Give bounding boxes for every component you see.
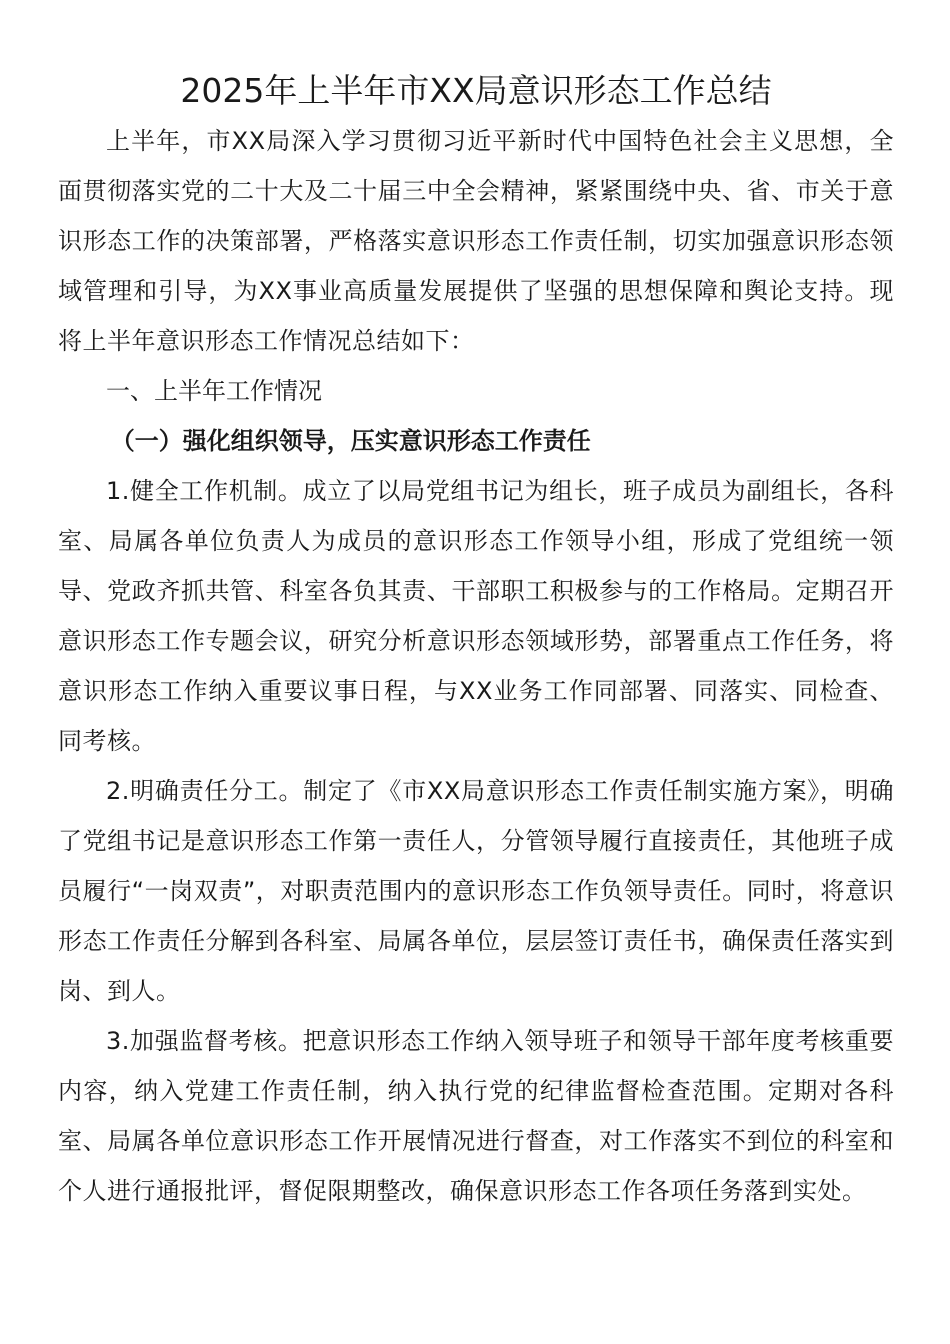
subsection-heading: （一）强化组织领导，压实意识形态工作责任	[110, 427, 591, 455]
item-paragraph-2: 2.明确责任分工。制定了《市XX局意识形态工作责任制实施方案》，明确了党组书记是意识形态工作第一责任人，分管领导履行直接责任，其他班子成员履行“一岗双责”，对职责范围内的意识形态工作负领导责任。同时，将意识形态工作责任分解到各科室、局属各单位，层层签订责任书，确保责任落实到岗、到人。	[58, 777, 894, 1005]
document-title: 2025年上半年市XX局意识形态工作总结	[180, 71, 772, 110]
section-heading: 一、上半年工作情况	[106, 377, 322, 405]
intro-paragraph: 上半年，市XX局深入学习贯彻习近平新时代中国特色社会主义思想，全面贯彻落实党的二十大及二十届三中全会精神，紧紧围绕中央、省、市关于意识形态工作的决策部署，严格落实意识形态工作责任制，切实加强意识形态领域管理和引导，为XX事业高质量发展提供了坚强的思想保障和舆论支持。现将上半年意识形态工作情况总结如下：	[58, 127, 894, 355]
document-page	[58, 66, 894, 1216]
item-paragraph-3: 3.加强监督考核。把意识形态工作纳入领导班子和领导干部年度考核重要内容，纳入党建工作责任制，纳入执行党的纪律监督检查范围。定期对各科室、局属各单位意识形态工作开展情况进行督查，对工作落实不到位的科室和个人进行通报批评，督促限期整改，确保意识形态工作各项任务落到实处。	[58, 1027, 894, 1205]
item-paragraph-1: 1.健全工作机制。成立了以局党组书记为组长，班子成员为副组长，各科室、局属各单位负责人为成员的意识形态工作领导小组，形成了党组统一领导、党政齐抓共管、科室各负其责、干部职工积极参与的工作格局。定期召开意识形态工作专题会议，研究分析意识形态领域形势，部署重点工作任务，将意识形态工作纳入重要议事日程，与XX业务工作同部署、同落实、同检查、同考核。	[58, 477, 894, 755]
